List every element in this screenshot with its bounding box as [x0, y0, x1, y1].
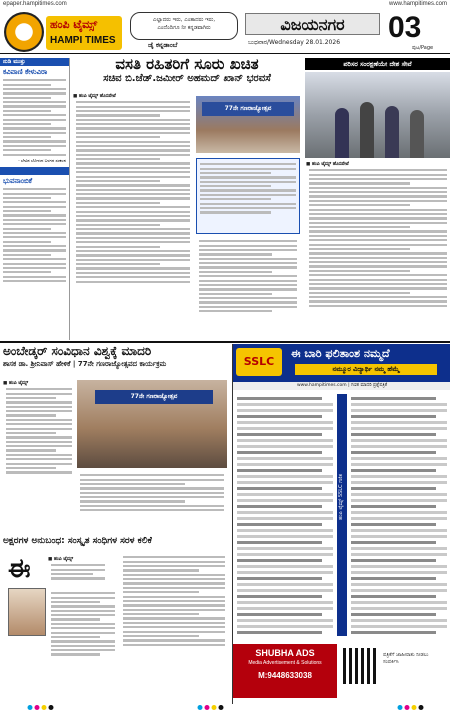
sslc-banner — [233, 344, 450, 382]
ambedkar-photo — [77, 380, 227, 468]
right-story-body — [306, 161, 450, 339]
right-dateline: ■ ಹಂಪಿ ಟೈಮ್ಸ್ ಹೊಸಪೇಟೆ — [306, 162, 349, 167]
ad-contact-text: ಪತ್ರಿಕೆಗೆ ಜಾಹೀರಾತು ನೀಡಲು ಸಂಪರ್ಕಿಸಿ — [383, 652, 429, 665]
main-story-continued — [196, 238, 300, 338]
sslc-strip: www.hampitimes.com | ಗಣಿತ ಮಾದರಿ ಪ್ರಶ್ನೆಪತ್ರಿಕೆ — [233, 382, 450, 390]
grammar-body-2 — [120, 554, 228, 702]
ambedkar-body — [3, 380, 75, 530]
brand-english: HAMPI TIMES — [50, 35, 116, 46]
photo-banner: 77ನೇ ಗಣರಾಜ್ಯೋತ್ಸವ — [202, 102, 294, 116]
right-story-photo — [305, 72, 450, 158]
ad-name: SHUBHA ADS — [255, 648, 315, 658]
section-header-nudi: ನುಡಿ ಮುತ್ತು — [0, 58, 69, 66]
qr-code-icon[interactable] — [343, 648, 379, 684]
headline-sub: ಸಚಿವ ಬಿ.ಜೆಡ್.ಜಮೀರ್ ಅಹಮದ್ ಖಾನ್ ಭರವಸೆ — [103, 73, 271, 84]
sslc-badge: SSLC — [236, 348, 282, 376]
sslc-vertical-strip — [337, 394, 347, 636]
sslc-title: ಈ ಬಾರಿ ಫಲಿತಾಂಶ ನಮ್ಮದೆ — [291, 347, 390, 360]
column-title-kavivani: ಕವಿವಾಣಿ ಕೇಳುವಿರಾ — [3, 68, 48, 76]
page-number: 03 — [388, 11, 422, 44]
grammar-headline: ಅಕ್ಷರಗಳ ಅನುಬಂಧ: ಸಂಸ್ಕೃತ ಸಂಧಿಗಳ ಸರಳ ಕಲಿಕೆ — [3, 536, 152, 546]
headline-main: ವಸತಿ ರಹಿತರಿಗೆ ಸೂರು ಖಚಿತ — [115, 55, 259, 73]
quote-tagline: ಜೈ ಕನ್ನಡಾಂಬೆ — [148, 41, 178, 49]
sslc-subtitle: ನಮ್ಮೂರ ವಿದ್ಯಾರ್ಥಿ ನಮ್ಮ ಹೆಮ್ಮೆ — [295, 364, 437, 375]
page-label: ಪುಟ/Page — [412, 45, 434, 51]
quote-line-2: ಎಂದೆಂದಿಗೂ ನೀ ಕನ್ನಡವಾಗಿರು — [157, 25, 211, 31]
shubha-ads-box[interactable] — [233, 644, 337, 698]
grammar-body-1 — [48, 590, 118, 700]
math-questions-right — [349, 394, 449, 636]
main-story-body — [73, 93, 193, 339]
brand-block — [46, 16, 122, 50]
ambedkar-headline-main: ಅಂಬೇಡ್ಕರ್ ಸಂವಿಧಾನ ವಿಶ್ವಕ್ಕೆ ಮಾದರಿ — [3, 344, 152, 358]
right-story-headline: ಪರಿಸರ ಸಂರಕ್ಷಣೆಯೇ ದೇಶ ಸೇವೆ — [305, 58, 450, 70]
site-url-left[interactable]: epaper.hampitimes.com — [3, 1, 67, 7]
main-dateline: ■ ಹಂಪಿ ಟೈಮ್ಸ್ ಹೊಸಪೇಟೆ — [73, 94, 116, 99]
registration-marks — [0, 704, 450, 711]
ad-row — [233, 644, 450, 704]
ambedkar-headline — [3, 344, 228, 378]
section-header-bar — [0, 167, 69, 175]
masthead — [0, 10, 450, 54]
hampi-times-logo — [4, 12, 44, 52]
main-story-photo — [196, 96, 300, 153]
sslc-section — [232, 344, 450, 704]
edition-name: ವಿಜಯನಗರ — [245, 13, 380, 35]
ambedkar-dateline: ■ ಹಂಪಿ ಟೈಮ್ಸ್ — [3, 381, 29, 386]
site-url-right[interactable]: www.hampitimes.com — [388, 1, 447, 7]
author-photo — [8, 588, 46, 636]
left-column — [0, 58, 70, 340]
ambedkar-headline-sub: ಶಾಸಕ ಡಾ. ಶ್ರೀನಿವಾಸ್ ಹೇಳಿಕೆ | 77ನೇ ಗಣರಾಜ್ಯೋತ್ಸವದ ಕಾರ್ಯಕ್ರಮ — [3, 360, 167, 368]
column-title-bhuvanambike: ಭುವನಾಂಬಿಕೆ — [3, 176, 33, 185]
grammar-intro — [48, 556, 108, 586]
poem-credit: - ಬೇವಿನ ಬೋಳುನ ಬಳಗದ ಸಂಕಲನ — [18, 157, 66, 163]
sslc-vertical-text: ಹಂಪಿ ಟೈಮ್ಸ್ SSLC ಗಣಿತ — [338, 474, 344, 521]
grammar-dateline: ■ ಹಂಪಿ ಟೈಮ್ಸ್ — [48, 557, 74, 562]
dropcap-letter: ಈ — [8, 554, 31, 584]
ambedkar-body-continued — [77, 472, 227, 532]
section-divider — [0, 341, 450, 343]
issue-date: ಬುಧವಾರ/Wednesday 28.01.2026 — [248, 39, 341, 46]
quote-line-1: ಎಲ್ಲಾದರು ಇರು, ಎಂತಾದರು ಇರು, — [152, 17, 216, 23]
column-text-block — [0, 188, 69, 282]
poem-text-block — [0, 79, 69, 156]
ad-tagline: Media Advertisement & Solutions — [248, 660, 322, 666]
ambedkar-photo-banner: 77ನೇ ಗಣರಾಜ್ಯೋತ್ಸವ — [95, 390, 213, 404]
math-questions-left — [235, 394, 335, 636]
masthead-quote — [130, 12, 238, 40]
main-story-text — [73, 101, 193, 283]
top-bar — [0, 0, 450, 9]
highlights-box — [196, 158, 300, 234]
main-headline — [72, 56, 302, 88]
brand-kannada: ಹಂಪಿ ಟೈಮ್ಸ್ — [50, 18, 98, 31]
ad-phone: M:9448633038 — [258, 671, 312, 680]
